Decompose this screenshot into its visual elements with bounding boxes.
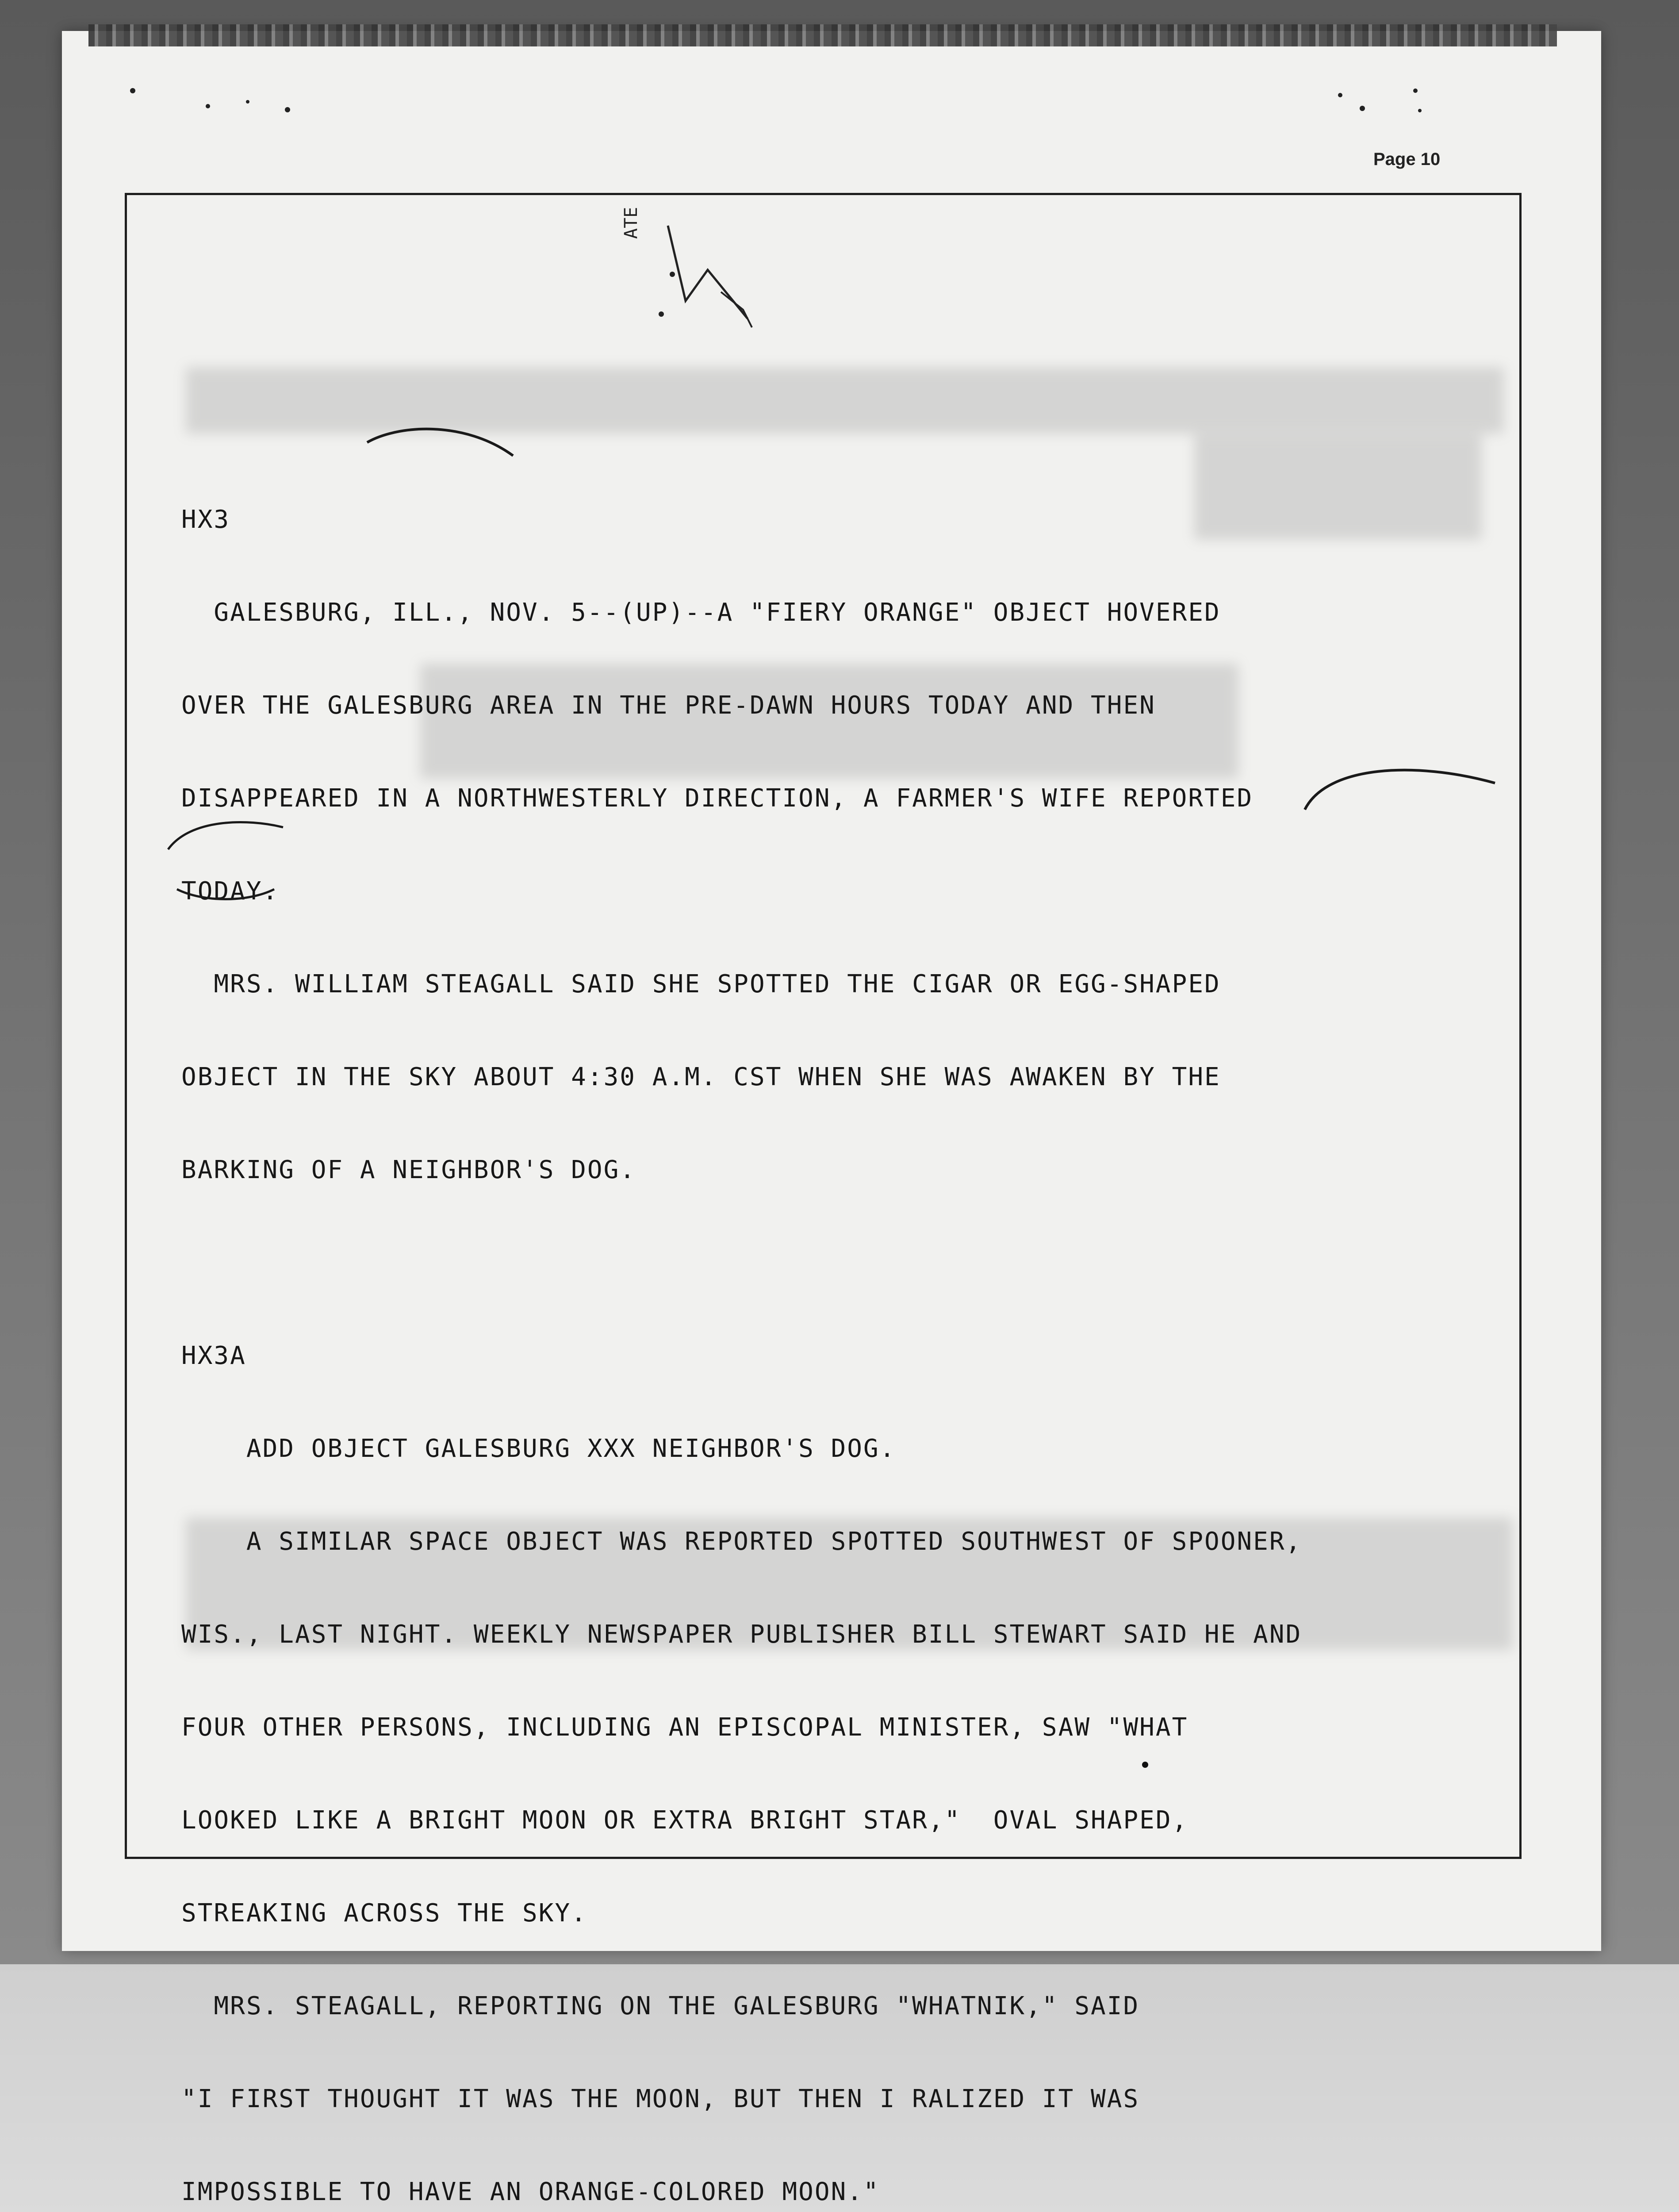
story-line: HX3A bbox=[181, 1341, 246, 1370]
pen-marks bbox=[0, 0, 1679, 929]
story-blank-line bbox=[181, 1248, 1517, 1279]
story-line: WIS., LAST NIGHT. WEEKLY NEWSPAPER PUBLISHER BILL STEWART SAID HE AND bbox=[181, 1620, 1302, 1649]
story-line: DISAPPEARED IN A NORTHWESTERLY DIRECTION, A FARMER'S WIFE REPORTED bbox=[181, 784, 1254, 813]
story-line: IMPOSSIBLE TO HAVE AN ORANGE-COLORED MOON." bbox=[181, 2177, 880, 2206]
story-line: ADD OBJECT GALESBURG XXX NEIGHBOR'S DOG. bbox=[181, 1434, 896, 1463]
story-line: HX3 bbox=[181, 505, 230, 534]
story-line: MRS. STEAGALL, REPORTING ON THE GALESBURG "WHATNIK," SAID bbox=[181, 1992, 1140, 2020]
page-number: Page 10 bbox=[1373, 150, 1441, 169]
story-line: OVER THE GALESBURG AREA IN THE PRE-DAWN HOURS TODAY AND THEN bbox=[181, 691, 1156, 720]
story-line: FOUR OTHER PERSONS, INCLUDING AN EPISCOPAL MINISTER, SAW "WHAT bbox=[181, 1713, 1188, 1742]
story-line: LOOKED LIKE A BRIGHT MOON OR EXTRA BRIGHT STAR," OVAL SHAPED, bbox=[181, 1806, 1188, 1835]
ink-dot bbox=[1142, 1762, 1148, 1768]
story-line: STREAKING ACROSS THE SKY. bbox=[181, 1899, 587, 1928]
story-line: A SIMILAR SPACE OBJECT WAS REPORTED SPOTTED SOUTHWEST OF SPOONER, bbox=[181, 1527, 1302, 1556]
story-line: OBJECT IN THE SKY ABOUT 4:30 A.M. CST WHEN SHE WAS AWAKEN BY THE bbox=[181, 1063, 1221, 1091]
story-line: TODAY. bbox=[181, 877, 279, 906]
story-line: MRS. WILLIAM STEAGALL SAID SHE SPOTTED THE CIGAR OR EGG-SHAPED bbox=[181, 970, 1221, 998]
story-line: BARKING OF A NEIGHBOR'S DOG. bbox=[181, 1156, 636, 1184]
stamp-fragment-text: ATE bbox=[621, 207, 641, 239]
story-line: "I FIRST THOUGHT IT WAS THE MOON, BUT THEN I RALIZED IT WAS bbox=[181, 2085, 1140, 2113]
story-line: GALESBURG, ILL., NOV. 5--(UP)--A "FIERY ORANGE" OBJECT HOVERED bbox=[181, 598, 1221, 627]
